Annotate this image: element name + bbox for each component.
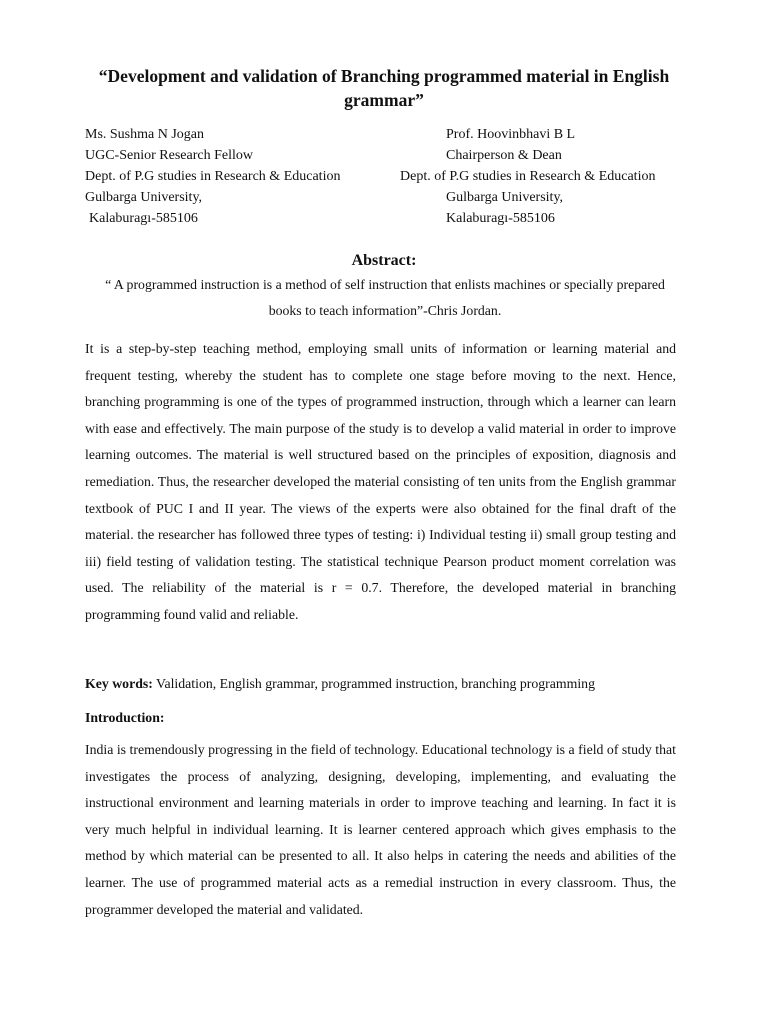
author-left-name: Ms. Sushma N Jogan [85,127,205,142]
author-right-position: Chairperson & Dean [446,148,562,163]
author-left-department: Dept. of P.G studies in Research & Education [85,169,341,184]
author-right-department: Dept. of P.G studies in Research & Education [400,169,656,184]
author-right-city: Kalaburagı-585106 [446,211,555,226]
author-right-name: Prof. Hoovinbhavi B L [446,127,576,142]
author-left-position: UGC-Senior Research Fellow [85,148,253,163]
keywords [85,671,676,698]
author-left [85,124,405,229]
abstract-body: It is a step-by-step teaching method, employing small units of information or learning material and frequent testing, whereby the student has to complete one stage before moving to the next. Hence, branching programming is one of the types of programmed instruction, through which a learner can learn with ease and effectively. The main purpose of the study is to develop a valid material in order to improve learning outcomes. The material is well structured based on the principles of exposition, diagnosis and remediation. Thus, the researcher developed the material consisting of ten units from the English grammar textbook of PUC I and II year. The views of the experts were also obtained for the final draft of the material. the researcher has followed three types of testing: i) Individual testing ii) small group testing and iii) field testing of validation testing. The statistical technique Pearson product moment correlation was used. The reliability of the material is r = 0.7. Therefore, the developed material in branching programming found valid and reliable. [85,341,676,622]
keywords-text: Validation, English grammar, programmed instruction, branching programming [152,676,595,691]
introduction-body: India is tremendously progressing in the field of technology. Educational technology is a field of study that investigates the process of analyzing, designing, developing, implementing, and evaluating the instructional environment and learning materials in order to improve teaching and learning. In fact it is very much helpful in individual learning. It is learner centered approach which gives emphasis to the method by which material can be presented to all. It also helps in catering the needs and abilities of the learner. The use of programmed material acts as a remedial instruction in every classroom. Thus, the programmer developed the material and validated. [85,742,676,917]
author-left-university: Gulbarga University, [85,190,203,205]
author-right [390,124,710,229]
author-left-city: Kalaburagı-585106 [89,211,198,226]
abstract-quote: “ A programmed instruction is a method of self instruction that enlists machines or specially prepared books to teach information”-Chris Jordan. [105,277,665,318]
author-right-university: Gulbarga University, [446,190,564,205]
abstract-heading: Abstract: [351,252,417,269]
keywords-label: Key words: [85,676,153,691]
paper-title: “Development and validation of Branching programmed material in English grammar” [98,66,670,110]
introduction-heading: Introduction: [85,710,165,725]
